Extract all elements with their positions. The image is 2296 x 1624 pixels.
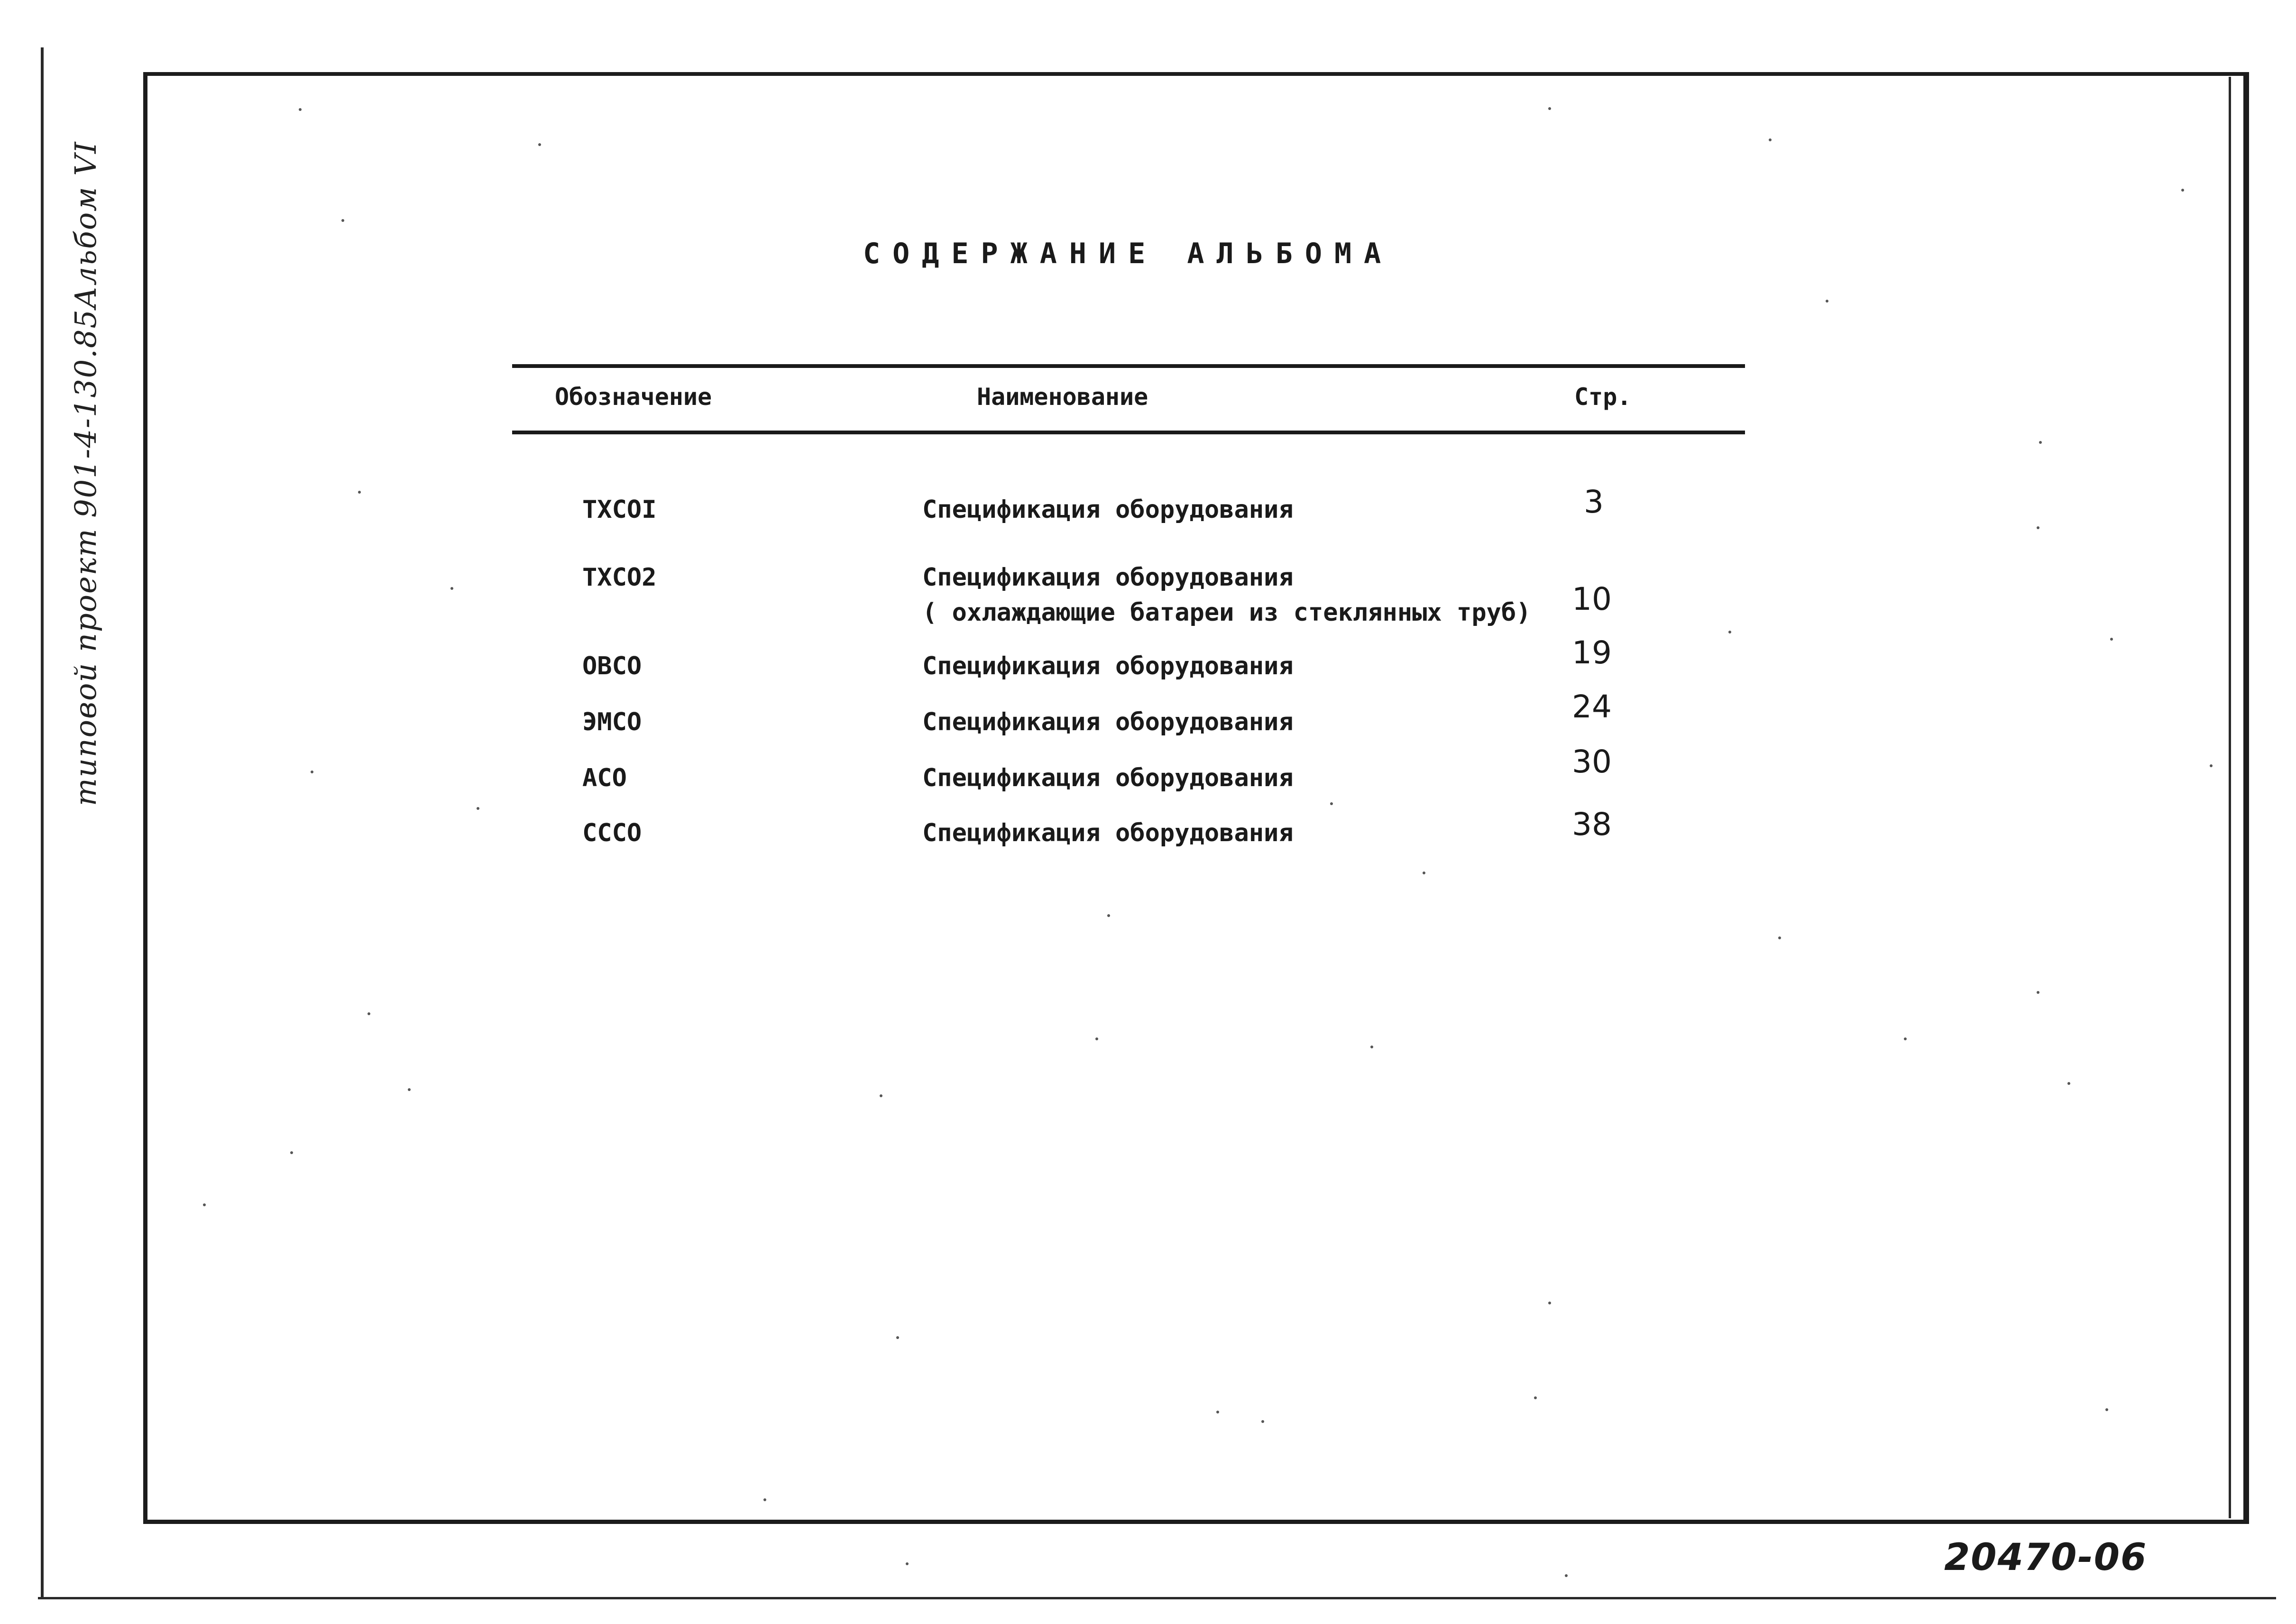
row-name: Спецификация оборудования <box>922 563 1294 592</box>
scan-speck <box>408 1088 411 1091</box>
scan-speck <box>1370 1046 1373 1048</box>
scan-speck <box>1778 936 1781 939</box>
row-page: 3 <box>1584 484 1604 520</box>
scan-speck <box>1565 1574 1568 1577</box>
binding-line-left <box>41 47 44 1598</box>
scan-speck <box>1534 1396 1537 1399</box>
scan-speck <box>1904 1037 1907 1040</box>
scan-speck <box>1548 107 1551 110</box>
scan-speck <box>2110 638 2113 641</box>
row-name: Спецификация оборудования <box>922 819 1294 847</box>
binding-line-bottom <box>38 1597 2276 1599</box>
row-page: 38 <box>1572 806 1612 843</box>
scan-speck <box>2210 764 2213 767</box>
scan-speck <box>1548 1302 1551 1304</box>
scan-speck <box>358 491 361 494</box>
scan-speck <box>1769 138 1772 141</box>
table-header-rule <box>512 431 1745 434</box>
scan-speck <box>763 1498 766 1501</box>
scan-speck <box>906 1562 909 1565</box>
scan-speck <box>299 108 302 111</box>
scan-speck <box>2039 441 2042 444</box>
row-name: Спецификация оборудования <box>922 764 1294 792</box>
row-page: 10 <box>1572 581 1612 617</box>
scan-speck <box>2067 1082 2070 1085</box>
margin-note-project: типовой проект 901-4-130.85 <box>68 309 103 806</box>
row-page: 19 <box>1572 634 1612 671</box>
row-code: АСО <box>582 764 627 792</box>
scan-speck <box>880 1094 882 1097</box>
scan-speck <box>1423 872 1425 874</box>
scan-speck <box>2105 1408 2108 1411</box>
scan-speck <box>290 1151 293 1154</box>
scan-speck <box>450 587 453 590</box>
header-page: Стр. <box>1574 383 1632 411</box>
row-name: Спецификация оборудования <box>922 652 1294 680</box>
scan-speck <box>538 143 541 146</box>
row-code: ТХСО2 <box>582 563 657 592</box>
row-page: 24 <box>1572 688 1612 725</box>
scan-speck <box>1728 631 1731 633</box>
scan-speck <box>896 1336 899 1339</box>
row-code: СССО <box>582 819 642 847</box>
row-code: ОВСО <box>582 652 642 680</box>
drawing-frame <box>143 72 2249 1524</box>
margin-note <box>64 142 107 806</box>
scan-speck <box>1261 1420 1264 1423</box>
scan-speck <box>203 1203 206 1206</box>
row-name: Спецификация оборудования <box>922 708 1294 736</box>
scan-speck <box>367 1012 370 1015</box>
header-code: Обозначение <box>555 383 712 411</box>
scan-speck <box>311 771 313 773</box>
header-name: Наименование <box>977 383 1148 411</box>
scan-speck <box>341 219 344 222</box>
margin-note-album: Альбом VI <box>68 141 103 309</box>
scan-speck <box>1216 1411 1219 1413</box>
scan-speck <box>2037 526 2039 529</box>
scan-speck <box>477 807 479 810</box>
page-title: СОДЕРЖАНИЕ АЛЬБОМА <box>863 237 1394 270</box>
row-code: ЭМСО <box>582 708 642 736</box>
archive-number: 20470-06 <box>1944 1536 2148 1579</box>
scan-speck <box>2181 189 2184 192</box>
row-page: 30 <box>1572 743 1612 780</box>
scan-speck <box>1826 300 1828 303</box>
row-name: Спецификация оборудования <box>922 495 1294 524</box>
row-code: ТХСОI <box>582 495 657 524</box>
scan-speck <box>1095 1037 1098 1040</box>
scan-speck <box>1107 914 1110 917</box>
table-top-rule <box>512 364 1745 368</box>
scan-speck <box>1330 802 1333 805</box>
frame-inner-right-line <box>2229 77 2231 1518</box>
row-name-continuation: ( охлаждающие батареи из стеклянных труб) <box>922 598 1531 627</box>
scan-speck <box>2037 991 2039 994</box>
